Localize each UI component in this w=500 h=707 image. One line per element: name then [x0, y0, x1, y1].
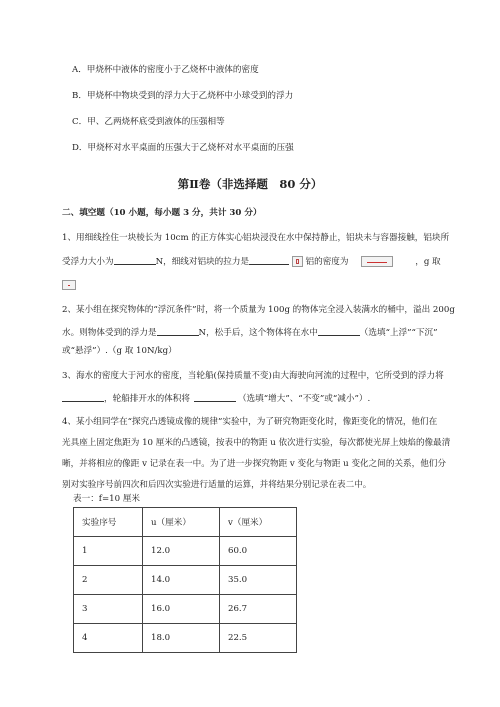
table-row — [74, 566, 297, 595]
table-cell: 22.5 — [220, 624, 297, 653]
q1-text-c: 铝的密度为 — [305, 257, 349, 267]
q2-line-1: 2、某小组在探究物体的“浮沉条件”时，将一个质量为 100g 的物体完全浸入装满水的桶中，溢出 200g — [62, 305, 455, 315]
formula-image-icon — [292, 256, 303, 267]
table-cell: 1 — [74, 537, 143, 566]
q1-line-1: 1、用细线拴住一块棱长为 10cm 的正方体实心铝块浸没在水中保持静止，铝块未与容器接触，铝块所 — [62, 233, 450, 243]
q1-text-d: ，g 取 — [415, 257, 441, 267]
table-row — [74, 595, 297, 624]
data-table — [73, 507, 297, 653]
q1-text-b: N，细线对铝块的拉力是 — [155, 257, 250, 267]
formula-image-icon — [62, 280, 76, 290]
q4-line-4: 别对实验序号前四次和后四次实验进行适量的运算，并将结果分别记录在表二中。 — [62, 480, 372, 490]
option-c: C．甲、乙两烧杯底受到液体的压强相等 — [72, 117, 225, 127]
section-heading: 二、填空题（10 小题，每小题 3 分，共计 30 分） — [62, 208, 262, 218]
q3-text-a: ，轮船排开水的体积将 — [104, 394, 190, 404]
q2-text-b: N，松手后，这个物体将在水中 — [198, 328, 318, 338]
option-a: A．甲烧杯中液体的密度小于乙烧杯中液体的密度 — [72, 65, 259, 75]
q2-blank-2 — [318, 326, 360, 336]
q1-text-a: 受浮力大小为 — [62, 257, 114, 267]
q3-text-b: （选填“增大”、“不变”或“减小”）. — [237, 394, 371, 404]
table-cell: 26.7 — [220, 595, 297, 624]
table-cell: 60.0 — [220, 537, 297, 566]
q1-line-3 — [62, 280, 76, 292]
formula-image-icon — [361, 256, 393, 267]
table-cell: 4 — [74, 624, 143, 653]
q2-line-2 — [62, 326, 438, 339]
option-d: D．甲烧杯对水平桌面的压强大于乙烧杯对水平桌面的压强 — [72, 143, 294, 153]
table-cell: 14.0 — [143, 566, 220, 595]
q3-blank-2 — [194, 392, 236, 402]
q3-blank-1 — [62, 392, 104, 402]
q1-blank-1 — [114, 255, 156, 265]
table-row — [74, 537, 297, 566]
q4-line-3: 晰，并将相应的像距 v 记录在表一中。为了进一步探究物距 v 变化与物距 u 变化之间的关系，他们分 — [62, 459, 446, 469]
table-caption: 表一：f=10 厘米 — [73, 494, 141, 504]
option-b: B．甲烧杯中物块受到的浮力大于乙烧杯中小球受到的浮力 — [72, 91, 294, 101]
q2-text-c: （选填“上浮”“下沉” — [359, 328, 438, 338]
q2-blank-1 — [157, 326, 199, 336]
table-cell: 3 — [74, 595, 143, 624]
q4-line-2: 光具座上固定焦距为 10 厘米的凸透镜，按表中的物距 u 依次进行实验，每次都使光屏上烛焰的像最清 — [62, 438, 451, 448]
q1-blank-2 — [249, 255, 289, 265]
table-row — [74, 624, 297, 653]
q3-line-1: 3、海水的密度大于河水的密度，当轮船(保持质量不变)由大海驶向河流的过程中，它所受到的浮力将 — [62, 371, 444, 381]
table-header-cell: 实验序号 — [74, 508, 143, 537]
table-header-cell: v（厘米） — [220, 508, 297, 537]
table-cell: 18.0 — [143, 624, 220, 653]
part-title: 第Ⅱ卷（非选择题 80 分） — [177, 177, 323, 191]
table-cell: 12.0 — [143, 537, 220, 566]
q3-line-2 — [62, 392, 370, 405]
table-header-cell: u（厘米） — [143, 508, 220, 537]
table-cell: 2 — [74, 566, 143, 595]
table-cell: 35.0 — [220, 566, 297, 595]
table-cell: 16.0 — [143, 595, 220, 624]
q4-line-1: 4、某小组同学在“探究凸透镜成像的规律”实验中，为了研究物距变化时，像距变化的情况，他们在 — [62, 417, 438, 427]
q2-text-a: 水。则物体受到的浮力是 — [62, 328, 157, 338]
q2-line-3: 或“悬浮”）.（g 取 10N/kg） — [62, 346, 177, 356]
q1-line-2 — [62, 255, 441, 268]
table-header-row — [74, 508, 297, 537]
